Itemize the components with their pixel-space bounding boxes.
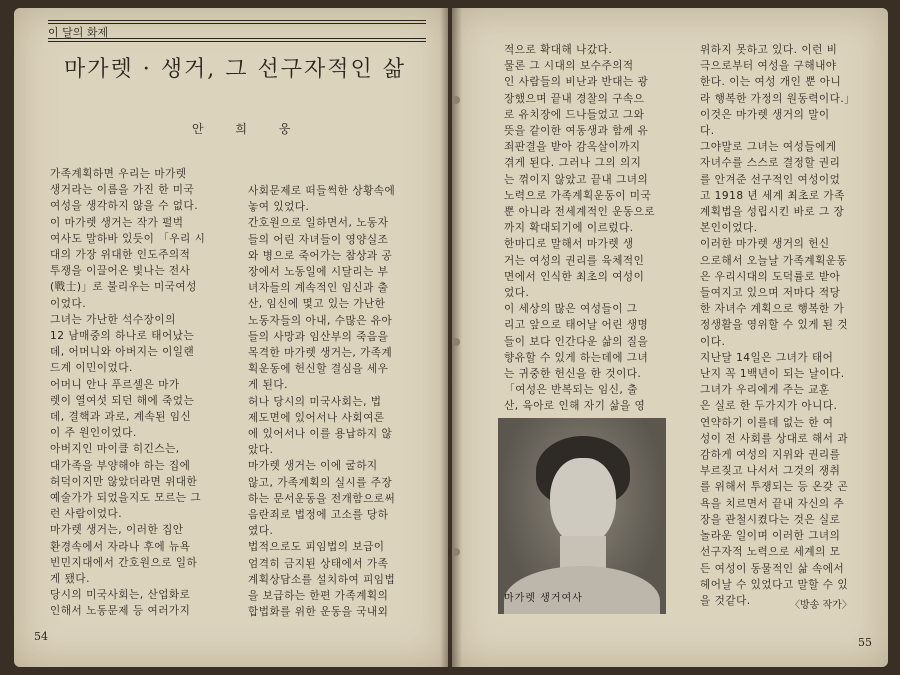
text-column-4 — [700, 42, 855, 609]
text-line: 을 보급하는 한편 가족계획의 — [248, 590, 389, 603]
text-line: 장했으며 끝내 경찰의 구속으 — [504, 92, 645, 105]
text-line: 인 사람들의 비난과 반대는 광 — [504, 76, 649, 89]
text-line: 를 안겨준 선구적인 여성이었 — [700, 173, 841, 186]
text-line: 본인이었다. — [700, 222, 758, 235]
text-line: 음란죄로 법정에 고소를 당하 — [248, 509, 389, 522]
text-line: 하는 문서운동을 전개함으로써 — [248, 492, 396, 505]
text-line: 리고 앞으로 태어날 어린 생명 — [504, 319, 649, 332]
binding-hole — [452, 548, 460, 556]
text-line: 감하게 여성의 지위와 권리를 — [700, 449, 841, 462]
text-line: 이러한 마가렛 생거의 헌신 — [700, 238, 830, 251]
text-line: 아버지인 마이클 히긴스는, — [50, 443, 180, 456]
text-line: 고 1918 년 세계 최초로 가족 — [700, 189, 845, 202]
text-line: 데, 어머니와 아버지는 이일랜 — [50, 346, 195, 359]
text-line: 놀라운 일이며 이러한 그녀의 — [700, 530, 841, 543]
text-line: 그녀는 가난한 석수장이의 — [50, 313, 176, 326]
text-line: 거는 여성의 권리를 육체적인 — [504, 254, 645, 267]
text-line: 않고, 가족계획의 실시를 주장 — [248, 476, 393, 489]
text-column-3 — [504, 42, 655, 415]
text-line: 헤어날 수 있었다고 말할 수 있 — [700, 578, 849, 591]
text-line: 은 우리시대의 도덕률로 받아 — [700, 270, 841, 283]
text-line: 이 마가렛 생거는 작가 펄벅 — [50, 216, 184, 229]
binding-hole — [452, 96, 460, 104]
text-line: 허덕이지만 않았더라면 위대한 — [50, 475, 198, 488]
text-line: 와 병으로 죽어가는 참상과 공 — [248, 249, 393, 262]
text-line: 겪게 된다. 그러나 그의 의지 — [504, 157, 642, 170]
text-line: 었다. — [504, 287, 530, 300]
text-line: 마가렛 생거는 이에 굴하지 — [248, 460, 378, 473]
text-line: 대가족을 부양해야 하는 집에 — [50, 459, 191, 472]
text-line: 극으로부터 여성을 구해내야 — [700, 60, 837, 73]
text-line: 부르짖고 나서서 그것의 쟁취 — [700, 465, 841, 478]
text-line: 한 자녀수 계획으로 행복한 가 — [700, 303, 845, 316]
text-line: 는 꺾이지 않았고 끝내 그녀의 — [504, 173, 649, 186]
text-line: 허나 당시의 미국사회는, 법 — [248, 395, 382, 408]
text-line: 장에서 노동일에 시달리는 부 — [248, 266, 389, 279]
text-column-1 — [50, 166, 205, 620]
text-line: 획운동에 헌신할 결심을 세우 — [248, 363, 389, 376]
portrait-photo — [498, 418, 666, 614]
text-line: (戰士)」로 불리우는 미국여성 — [50, 281, 197, 294]
text-line: 계획상담소를 설치하여 피임법 — [248, 573, 396, 586]
text-line: 뿐 아니라 전세계적인 운동으로 — [504, 206, 656, 219]
text-line: 그야말로 그녀는 여성들에게 — [700, 141, 837, 154]
page-number-left: 54 — [34, 630, 48, 643]
text-line: 「여성은 반복되는 임신, 출 — [504, 384, 638, 397]
text-line: 이 주 원인이었다. — [50, 427, 137, 440]
text-line: 든 여성이 동물적인 삶 속에서 — [700, 562, 845, 575]
text-line: 드계 이민이었다. — [50, 362, 133, 375]
text-line: 마가렛 생거는, 이러한 집안 — [50, 524, 184, 537]
author-credit: 〈방송 작가〉 — [790, 600, 852, 611]
text-line: 이다. — [700, 335, 726, 348]
text-line: 죄판결을 받아 감옥살이까지 — [504, 141, 641, 154]
text-line: 산, 육아로 인해 자기 삶을 영 — [504, 400, 646, 413]
book-gutter — [440, 8, 462, 667]
text-line: 간호원으로 일하면서, 노동자 — [248, 217, 389, 230]
text-line: 에 있어서나 이를 용납하지 않 — [248, 428, 393, 441]
text-line: 정생활을 영위할 수 있게 된 것 — [700, 319, 849, 332]
text-line: 산, 임신에 몇고 있는 가난한 — [248, 298, 386, 311]
text-line: 이것은 마가렛 생거의 말이 — [700, 108, 830, 121]
text-line: 지난달 14일은 그녀가 태어 — [700, 351, 834, 364]
text-line: 런 사람이었다. — [50, 508, 123, 521]
text-line: 난지 꼭 1백년이 되는 날이다. — [700, 368, 845, 381]
text-line: 였다. — [248, 525, 274, 538]
text-line: 성이 전 사회를 상대로 해서 과 — [700, 432, 849, 445]
text-line: 투쟁을 이끌어온 빛나는 전사 — [50, 265, 191, 278]
text-line: 빈민지대에서 간호원으로 일하 — [50, 556, 198, 569]
text-line: 제도면에 있어서나 사회여론 — [248, 411, 385, 424]
text-line: 았다. — [248, 444, 274, 457]
text-line: 환경속에서 자라나 후에 뉴욕 — [50, 540, 191, 553]
text-line: 장을 관철시켰다는 것은 실로 — [700, 513, 841, 526]
text-line: 다. — [700, 125, 715, 138]
text-line: 를 위해서 투쟁되는 등 온갖 곤 — [700, 481, 849, 494]
article-title: 마가렛 · 생거, 그 선구자적인 삶 — [64, 57, 406, 82]
text-line: 가족계획하면 우리는 마가렛 — [50, 168, 187, 180]
article-author: 안 희 웅 — [192, 122, 305, 136]
text-line: 로 유치장에 드나들었고 그와 — [504, 108, 645, 121]
text-line: 게 됐다. — [50, 573, 90, 586]
text-line: 게 된다. — [248, 379, 288, 392]
text-line: 을 것같다. — [700, 594, 751, 607]
text-line: 인해서 노동문제 등 여러가지 — [50, 605, 191, 618]
section-tag — [48, 20, 426, 42]
text-line: 법적으로도 피임법의 보급이 — [248, 541, 385, 554]
text-line: 라 행복한 가정의 원동력이다.」 — [700, 92, 856, 105]
text-line: 들의 사망과 임산부의 죽음을 — [248, 330, 389, 343]
text-line: 목격한 마가렛 생거는, 가족계 — [248, 347, 393, 360]
text-line: 연약하기 이를데 없는 한 여 — [700, 416, 834, 429]
text-line: 예술가가 되었을지도 모르는 그 — [50, 492, 202, 505]
text-line: 12 남매중의 하나로 태어났는 — [50, 330, 195, 343]
text-line: 들이 보다 인간다운 삶의 질을 — [504, 335, 649, 348]
text-line: 향유할 수 있게 하는데에 그녀 — [504, 351, 649, 364]
text-line: 은 실로 한 두가지가 아니다. — [700, 400, 838, 413]
text-line: 사회문제로 떠들썩한 상황속에 — [248, 185, 396, 197]
text-line: 한다. 이는 여성 개인 뿐 아니 — [700, 76, 842, 89]
text-line: 놓여 있었다. — [248, 201, 310, 214]
section-tag-label: 이 달의 화제 — [48, 26, 109, 39]
photo-caption: 마가렛 생거여사 — [504, 593, 583, 604]
text-line: 까지 확대되기에 이르렀다. — [504, 222, 634, 235]
text-line: 뜻을 같이한 여동생과 함께 유 — [504, 125, 649, 138]
text-line: 물론 그 시대의 보수주의적 — [504, 60, 634, 73]
text-line: 자녀수를 스스로 결정할 권리 — [700, 157, 841, 170]
page-number-right: 55 — [858, 636, 872, 649]
text-line: 합법화를 위한 운동을 국내외 — [248, 606, 389, 619]
text-line: 들의 어린 자녀들이 영양실조 — [248, 233, 389, 246]
text-line: 이었다. — [50, 297, 87, 310]
text-line: 데, 결핵과 과로, 계속된 임신 — [50, 411, 192, 424]
text-line: 계획법을 성립시킨 바로 그 장 — [700, 206, 845, 219]
text-line: 욕을 치르면서 끝내 자신의 주 — [700, 497, 845, 510]
text-column-2 — [248, 183, 395, 620]
text-line: 대의 가장 위대한 인도주의적 — [50, 249, 191, 262]
text-line: 노력으로 가족계획운동이 미국 — [504, 189, 652, 202]
text-line: 들여지고 있으며 저마다 적당 — [700, 287, 841, 300]
text-line: 위하지 못하고 있다. 이런 비 — [700, 44, 838, 56]
text-line: 이 세상의 많은 여성들이 그 — [504, 303, 638, 316]
text-line: 노동자들의 아내, 수많은 유아 — [248, 314, 393, 327]
text-line: 선구자적 노력으로 세계의 모 — [700, 546, 841, 559]
text-line: 어머니 안나 푸르셀은 마가 — [50, 378, 180, 391]
text-line: 으로해서 오늘날 가족계획운동 — [700, 254, 848, 267]
text-line: 렛이 열여섯 되던 해에 죽었는 — [50, 394, 195, 407]
text-line: 엄격히 금지된 상태에서 가족 — [248, 557, 389, 570]
text-line: 녀자들의 계속적인 임신과 출 — [248, 282, 389, 295]
text-line: 는 귀중한 헌신을 한 것이다. — [504, 368, 642, 381]
binding-hole — [452, 338, 460, 346]
text-line: 그녀가 우리에게 주는 교훈 — [700, 384, 830, 397]
text-line: 생거라는 이름을 가진 한 미국 — [50, 184, 195, 197]
text-line: 적으로 확대해 나갔다. — [504, 44, 613, 56]
text-line: 당시의 미국사회는, 산업화로 — [50, 589, 191, 602]
text-line: 면에서 인식한 최초의 여성이 — [504, 270, 645, 283]
text-line: 한마디로 말해서 마가렛 생 — [504, 238, 634, 251]
portrait-face — [550, 458, 616, 546]
text-line: 여성을 생각하지 않을 수 없다. — [50, 200, 199, 213]
text-line: 여사도 말하바 있듯이 「우리 시 — [50, 232, 206, 245]
